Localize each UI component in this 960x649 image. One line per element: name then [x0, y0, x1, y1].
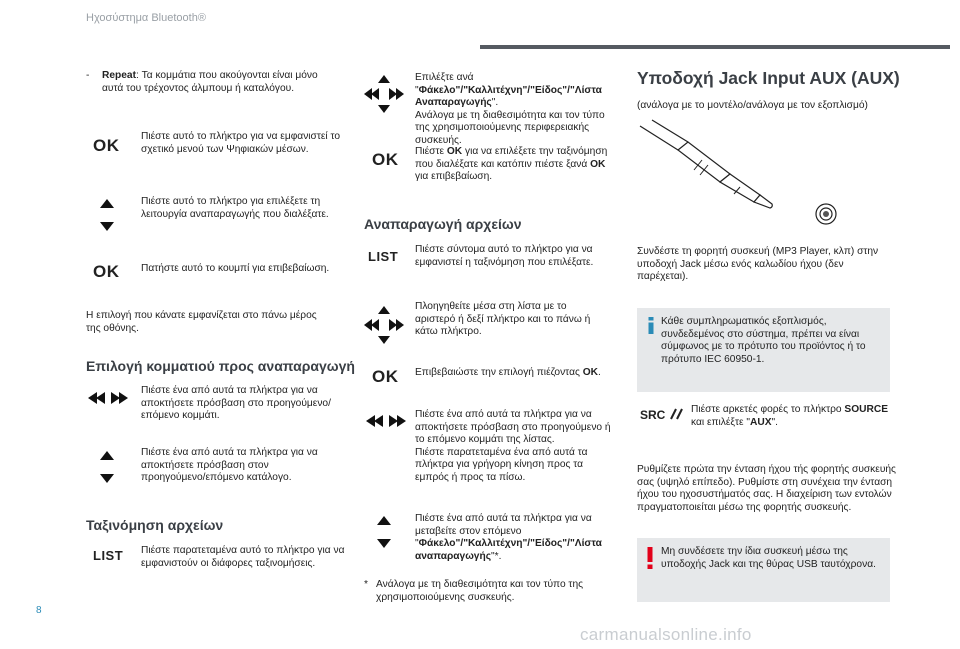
source-key: SOURCE: [844, 404, 888, 415]
src-label: SRC: [640, 408, 666, 422]
ok-key-3: OK: [582, 367, 598, 378]
ok-key-2: OK: [590, 158, 606, 170]
sort-availability-note: Ανάλογα με τη διαθεσιμότητα και τον τύπο της χρησιμοποιούμενης περιφερειακής συσκευής.: [415, 109, 605, 146]
repeat-term: Repeat: [102, 70, 136, 81]
src-post: ".: [771, 416, 778, 428]
src-instruction: [691, 404, 891, 429]
navigate-list-desc: Πλοηγηθείτε μέσα στη λίστα με το αριστερό ή δεξί πλήκτρο και το πάνω ή κάτω πλήκτρο.: [415, 301, 591, 337]
page-number: 8: [36, 605, 42, 616]
up-down-arrows-icon: [100, 199, 114, 231]
footnote-mark: *: [364, 579, 368, 590]
info-icon: [647, 317, 655, 334]
ok-button-icon: OK: [372, 367, 399, 386]
ok-sort-desc: [415, 146, 615, 184]
bullet-dash: -: [86, 70, 90, 81]
aux-socket-icon: [815, 203, 837, 225]
next-category-desc: [415, 513, 615, 563]
src-pre: Πιέστε αρκετές φορές το πλήκτρο: [691, 404, 845, 415]
src-button-icon: [640, 408, 686, 422]
sort-by-suffix: ".: [491, 97, 499, 108]
ok-sort-post: για επιβεβαίωση.: [415, 171, 493, 182]
left-right-arrows-icon: [366, 415, 406, 427]
ok-sort-pre: Πιέστε: [415, 146, 447, 157]
info-note-text: Κάθε συμπληρωματικός εξοπλισμός, συνδεδεμένος στο σύστημα, πρέπει να είναι σύμφωνος με το πρότυπο του προϊόντος ή το πρότυπο IEC 60950-1.: [661, 316, 866, 365]
warning-note-text: Μη συνδέσετε την ίδια συσκευή μέσω της υποδοχής Jack και της θύρας USB ταυτόχρονα.: [661, 546, 876, 570]
updown-desc: Πιέστε αυτό το πλήκτρο για επιλέξετε τη λειτουργία αναπαραγωγής που διαλέξατε.: [141, 196, 329, 220]
src-slash-icon: [668, 408, 686, 420]
sort-options: Φάκελο"/"Καλλιτέχνη"/"Είδος"/"Λίστα Αναπαραγωγής: [415, 84, 602, 108]
list-track-nav-desc: [415, 409, 615, 484]
confirm-pre: Επιβεβαιώστε την επιλογή πιέζοντας: [415, 367, 583, 378]
confirm-post: .: [597, 367, 601, 378]
info-note-box: [637, 308, 890, 392]
jack-plug-icon: [640, 120, 840, 230]
sort-by-desc: [415, 72, 610, 147]
section-file-playback: Αναπαραγωγή αρχείων: [364, 216, 522, 232]
header-rule: [480, 45, 950, 49]
list-button-icon: LIST: [368, 249, 399, 264]
repeat-item: [86, 70, 331, 95]
folder-prev-next-desc: Πιέστε ένα από αυτά τα πλήκτρα για να αποκτήσετε πρόσβαση στον προηγούμενο/επόμενο κατάλογο.: [141, 447, 318, 483]
ok-button-icon: OK: [372, 150, 399, 169]
repeat-text: : Τα κομμάτια που ακούγονται είναι μόνο αυτά του τρέχοντος άλμπουμ ή καταλόγου.: [102, 70, 318, 94]
list-button-icon: LIST: [93, 548, 124, 563]
ok-button-icon: OK: [93, 136, 120, 155]
track-prev-next-desc: Πιέστε ένα από αυτά τα πλήκτρα για να αποκτήσετε πρόσβαση στο προηγούμενο/επόμενο κομμάτι.: [141, 385, 331, 421]
next-cat-pre: Πιέστε ένα από αυτά τα πλήκτρα για να μεταβείτε στον επόμενο ": [415, 513, 592, 549]
next-cat-post: "*.: [491, 550, 502, 562]
ok-button-icon: OK: [93, 262, 120, 281]
list-prev-next-text: Πιέστε ένα από αυτά τα πλήκτρα για να αποκτήσετε πρόσβαση στο προηγούμενο ή το επόμενο κομμάτι της λίστας.: [415, 409, 611, 445]
section-track-selection: Επιλογή κομματιού προς αναπαραγωγή: [86, 358, 355, 374]
up-down-arrows-icon: [100, 451, 114, 483]
warning-note-box: [637, 538, 890, 602]
aux-section-title: Υποδοχή Jack Input AUX (AUX): [637, 68, 900, 88]
list-long-press-desc: Πιέστε παρατεταμένα αυτό το πλήκτρο για να εμφανιστούν οι διάφορες ταξινομήσεις.: [141, 545, 345, 569]
fast-forward-rewind-text: Πιέστε παρατεταμένα ένα από αυτά τα πλήκτρα για γρήγορη κίνηση προς τα εμπρός ή προς τα πίσω.: [415, 446, 588, 483]
footnote-text: Ανάλογα με τη διαθεσιμότητα και τον τύπο της χρησιμοποιούμενης συσκευής.: [376, 579, 584, 603]
page-header-title: Ηχοσύστημα Bluetooth®: [86, 12, 206, 24]
ok-menu-desc: Πιέστε αυτό το πλήκτρο για να εμφανιστεί το σχετικό μενού των Ψηφιακών μέσων.: [141, 131, 341, 155]
four-way-arrows-icon: [364, 306, 404, 344]
section-file-sorting: Ταξινόμηση αρχείων: [86, 517, 224, 533]
connect-device-text: Συνδέστε τη φορητή συσκευή (MP3 Player, κλπ) στην υποδοχή Jack μέσω ενός καλωδίου ήχου (δεν παρέχεται).: [637, 246, 879, 282]
watermark: carmanualsonline.info: [580, 625, 752, 644]
aux-key: AUX: [750, 416, 772, 428]
four-way-arrows-icon: [364, 75, 404, 113]
left-right-arrows-icon: [88, 392, 128, 404]
sort-by-prefix: Επιλέξτε ανά ": [415, 72, 474, 96]
ok-key-1: OK: [446, 146, 463, 157]
ok-confirm-desc: Πατήστε αυτό το κουμπί για επιβεβαίωση.: [141, 263, 330, 274]
next-cat-options: Φάκελο"/"Καλλιτέχνη"/"Είδος"/"Λίστα αναπαραγωγής: [415, 538, 602, 562]
up-down-arrows-icon: [377, 516, 391, 548]
list-short-press-desc: Πιέστε σύντομα αυτό το πλήκτρο για να εμφανιστεί η ταξινόμηση που επιλέξατε.: [415, 244, 594, 268]
selection-paragraph: Η επιλογή που κάνατε εμφανίζεται στο πάνω μέρος της οθόνης.: [86, 310, 317, 334]
confirm-selection-desc: [415, 367, 615, 380]
warning-icon: [647, 547, 653, 569]
volume-text: Ρυθμίζετε πρώτα την ένταση ήχου τής φορητής συσκευής σας (υψηλό επίπεδο). Ρυθμίστε στη συνέχεια την ένταση ήχου του ηχοσυστήματός σας. Η διαχείριση των εντολών πραγματοποιείται μέσω της φορητής συσκευής.: [637, 464, 896, 513]
src-mid: και επιλέξτε ": [691, 416, 750, 428]
ok-sort-mid: για να επιλέξετε την ταξινόμηση που διαλέξατε και κατόπιν πιέστε ξανά: [415, 146, 608, 170]
footnote: [364, 579, 614, 604]
aux-subtitle: (ανάλογα με το μοντέλο/ανάλογα με τον εξοπλισμό): [637, 100, 868, 111]
